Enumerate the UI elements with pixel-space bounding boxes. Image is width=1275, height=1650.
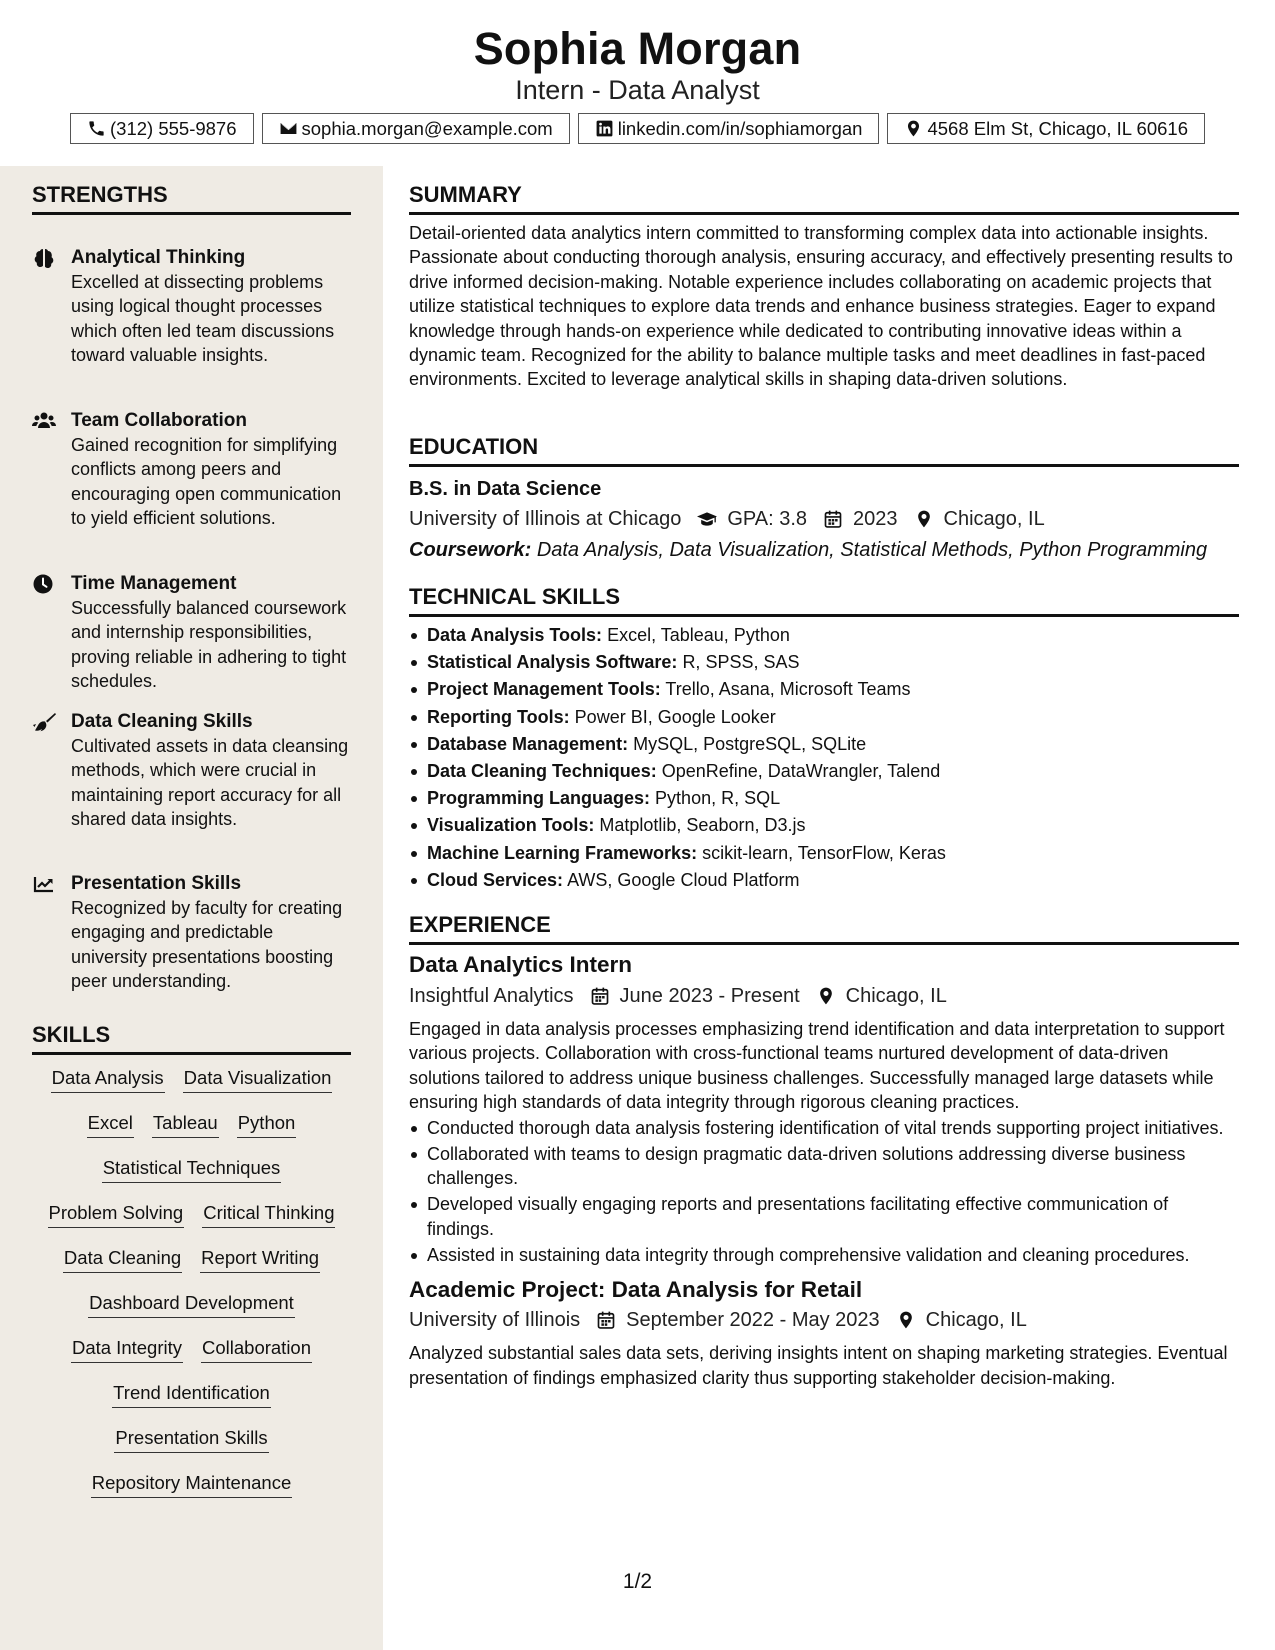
list-item	[409, 867, 1239, 894]
contact-email-text: sophia.morgan@example.com	[301, 117, 553, 139]
skill-row	[32, 1336, 351, 1381]
tech-skill-label: Project Management Tools:	[427, 679, 661, 700]
education-coursework	[409, 537, 1239, 563]
job-title: Data Analytics Intern	[409, 952, 632, 977]
strength-desc: Gained recognition for simplifying conflicts among peers and encouraging open communication to yield efficient solutions.	[71, 435, 342, 529]
list-item	[409, 622, 1239, 649]
skill-tag: Dashboard Development	[88, 1291, 295, 1318]
skill-tag: Report Writing	[200, 1246, 320, 1273]
job-company: Insightful Analytics	[409, 985, 574, 1007]
tech-skill-value: MySQL, PostgreSQL, SQLite	[633, 733, 867, 754]
job-meta	[409, 1307, 1239, 1333]
skill-row	[32, 1156, 351, 1201]
tech-skill-label: Reporting Tools:	[427, 706, 570, 727]
list-item	[409, 676, 1239, 703]
strength-title: Analytical Thinking	[71, 247, 246, 268]
skill-row	[32, 1246, 351, 1291]
tech-skill-value: Power BI, Google Looker	[574, 706, 776, 727]
job-dates: June 2023 - Present	[619, 985, 800, 1007]
skill-tag: Data Visualization	[183, 1066, 333, 1093]
education-gpa: GPA: 3.8	[727, 508, 808, 530]
tech-skill-label: Data Analysis Tools:	[427, 625, 603, 645]
strengths-title: STRENGTHS	[32, 182, 351, 215]
map-pin-icon	[816, 986, 836, 1006]
education-section	[409, 434, 1239, 563]
coursework-label: Coursework:	[409, 539, 532, 561]
calendar-icon	[823, 509, 843, 529]
tech-skill-label: Statistical Analysis Software:	[427, 652, 678, 673]
technical-skills-list	[409, 622, 1239, 894]
skills-title: SKILLS	[32, 1022, 351, 1055]
job-dates: September 2022 - May 2023	[626, 1309, 880, 1332]
job-location: Chicago, IL	[925, 1309, 1027, 1332]
tech-skill-value: R, SPSS, SAS	[682, 652, 800, 673]
job-bullets	[409, 1116, 1239, 1268]
skills-section	[32, 1022, 351, 1642]
skill-row	[32, 1381, 351, 1426]
contact-bar	[0, 113, 1275, 144]
skill-tag: Trend Identification	[112, 1381, 271, 1408]
strength-title: Time Management	[71, 573, 237, 594]
skill-tag: Critical Thinking	[202, 1201, 335, 1228]
list-item	[409, 812, 1239, 839]
tech-skill-value: AWS, Google Cloud Platform	[567, 869, 800, 890]
map-pin-icon	[896, 1310, 916, 1330]
calendar-icon	[590, 986, 610, 1006]
tech-skill-label: Cloud Services:	[427, 869, 564, 890]
tech-skill-label: Programming Languages:	[427, 788, 651, 809]
education-degree: B.S. in Data Science	[409, 478, 602, 500]
job-description: Engaged in data analysis processes emphasizing trend identification and data interpretation to support various projects. Collaboration with cross-functional teams nurtured development of data-driven solutions tailored to address unique business challenges. Successfully managed large datasets while ensuring high standards of data integrity through rigorous cleaning practices.	[409, 1019, 1225, 1113]
contact-email[interactable]	[262, 113, 570, 144]
technical-skills-title: TECHNICAL SKILLS	[409, 584, 1239, 617]
tech-skill-value: Trello, Asana, Microsoft Teams	[665, 679, 911, 700]
summary-text: Detail-oriented data analytics intern committed to transforming complex data into actionable insights. Passionate about conducting thorough analysis, ensuring accuracy, and effectively presenting results to drive informed decision-making. Notable experience includes collaborating on academic projects that utilize statistical techniques to explore data trends and enhance business strategies. Eager to expand knowledge through hands-on experience while dedicated to contributing innovative ideas within a dynamic team. Recognized for the ability to balance multiple tasks and meet deadlines in fast-paced environments. Excited to leverage analytical skills in shaping data-driven solutions.	[409, 223, 1233, 390]
strength-desc: Successfully balanced coursework and internship responsibilities, proving reliable in adhering to tight schedules.	[71, 598, 347, 692]
list-item	[409, 704, 1239, 731]
education-title: EDUCATION	[409, 434, 1239, 467]
skill-tag: Presentation Skills	[114, 1426, 268, 1453]
skill-tag: Statistical Techniques	[102, 1156, 282, 1183]
skill-row	[32, 1291, 351, 1336]
calendar-icon	[596, 1310, 616, 1330]
job-meta	[409, 983, 1239, 1009]
candidate-name: Sophia Morgan	[473, 23, 802, 74]
technical-skills-section	[409, 584, 1239, 894]
job-location: Chicago, IL	[845, 985, 947, 1007]
brain-icon	[32, 248, 56, 268]
list-item	[409, 758, 1239, 785]
skill-row	[32, 1111, 351, 1156]
skill-row	[32, 1471, 351, 1516]
education-location: Chicago, IL	[943, 508, 1045, 530]
graduation-cap-icon	[697, 509, 717, 529]
map-pin-icon	[914, 509, 934, 529]
tech-skill-value: Matplotlib, Seaborn, D3.js	[599, 815, 806, 836]
tech-skill-value: OpenRefine, DataWrangler, Talend	[661, 761, 941, 782]
list-item	[409, 649, 1239, 676]
candidate-role: Intern - Data Analyst	[515, 75, 760, 105]
strengths-section	[32, 182, 351, 992]
skill-tag: Data Analysis	[51, 1066, 165, 1093]
strength-desc: Cultivated assets in data cleansing methods, which were crucial in maintaining report accuracy for all shared data insights.	[71, 736, 349, 830]
contact-address-text: 4568 Elm St, Chicago, IL 60616	[927, 117, 1188, 139]
contact-linkedin-text: linkedin.com/in/sophiamorgan	[617, 117, 863, 139]
contact-phone[interactable]	[70, 113, 254, 144]
list-item: Developed visually engaging reports and presentations facilitating effective communication of findings.	[409, 1192, 1239, 1241]
skill-tag: Problem Solving	[48, 1201, 185, 1228]
sidebar	[0, 166, 383, 1650]
strength-title: Team Collaboration	[71, 410, 247, 431]
skill-row	[32, 1066, 351, 1111]
contact-linkedin[interactable]	[578, 113, 880, 144]
page-number: 1/2	[622, 1570, 653, 1593]
strength-title: Data Cleaning Skills	[71, 711, 253, 732]
strength-desc: Excelled at dissecting problems using logical thought processes which often led team discussions toward valuable insights.	[71, 272, 335, 366]
skill-row	[32, 1426, 351, 1471]
coursework-list: Data Analysis, Data Visualization, Statistical Methods, Python Programming	[536, 539, 1208, 561]
skills-list	[32, 1066, 351, 1516]
skill-row	[32, 1201, 351, 1246]
summary-section	[409, 182, 1239, 392]
contact-address[interactable]	[887, 113, 1205, 144]
clock-icon	[32, 574, 56, 594]
users-icon	[32, 411, 56, 431]
tech-skill-value: scikit-learn, TensorFlow, Keras	[702, 842, 946, 863]
skill-tag: Collaboration	[201, 1336, 312, 1363]
envelope-icon	[279, 119, 298, 138]
tech-skill-value: Python, R, SQL	[655, 788, 781, 809]
linkedin-icon	[595, 119, 614, 138]
list-item	[409, 840, 1239, 867]
tech-skill-value: Excel, Tableau, Python	[607, 625, 790, 645]
strength-desc: Recognized by faculty for creating engaging and predictable university presentations boosting peer understanding.	[71, 898, 343, 992]
broom-icon	[32, 712, 56, 732]
list-item	[409, 785, 1239, 812]
contact-phone-text: (312) 555-9876	[110, 117, 237, 139]
job-title: Academic Project: Data Analysis for Retail	[409, 1277, 863, 1303]
skill-tag: Repository Maintenance	[91, 1471, 293, 1498]
job-company: University of Illinois	[409, 1309, 581, 1332]
map-pin-icon	[904, 119, 923, 138]
job-description: Analyzed substantial sales data sets, deriving insights intent on shaping marketing strategies. Eventual presentation of findings emphasized clarity thus supporting stakeholder decision-making.	[409, 1343, 1228, 1388]
tech-skill-label: Data Cleaning Techniques:	[427, 761, 657, 782]
summary-title: SUMMARY	[409, 182, 1239, 215]
list-item: Assisted in sustaining data integrity through comprehensive validation and cleaning procedures.	[409, 1243, 1239, 1268]
strength-title: Presentation Skills	[71, 873, 242, 894]
skill-tag: Excel	[87, 1111, 134, 1138]
education-year: 2023	[853, 508, 898, 530]
skill-tag: Python	[237, 1111, 297, 1138]
education-school: University of Illinois at Chicago	[409, 508, 682, 530]
skill-tag: Data Cleaning	[63, 1246, 182, 1273]
list-item: Conducted thorough data analysis fostering identification of vital trends supporting project initiatives.	[409, 1116, 1239, 1141]
education-meta	[409, 506, 1239, 532]
skill-tag: Data Integrity	[71, 1336, 183, 1363]
chart-line-icon	[32, 874, 56, 894]
tech-skill-label: Visualization Tools:	[427, 815, 595, 836]
experience-section	[409, 912, 1239, 1390]
phone-icon	[87, 119, 106, 138]
experience-title: EXPERIENCE	[409, 912, 1239, 945]
list-item	[409, 731, 1239, 758]
tech-skill-label: Machine Learning Frameworks:	[427, 842, 698, 863]
resume-header	[0, 0, 1275, 166]
skill-tag: Tableau	[152, 1111, 219, 1138]
tech-skill-label: Database Management:	[427, 733, 629, 754]
list-item: Collaborated with teams to design pragmatic data-driven solutions addressing diverse business challenges.	[409, 1142, 1239, 1191]
